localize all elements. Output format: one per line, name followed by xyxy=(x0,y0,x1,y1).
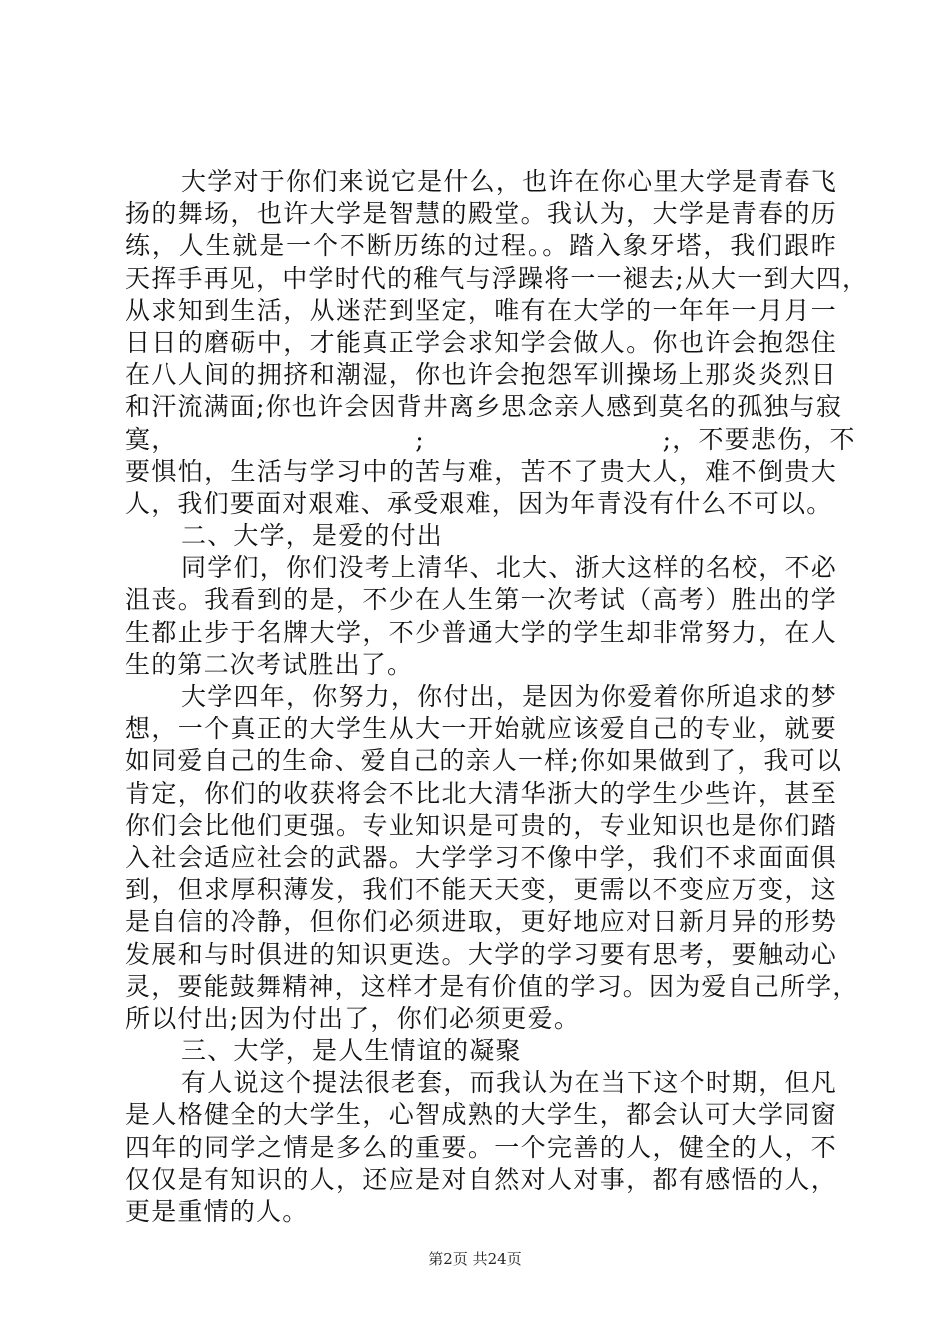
text-line: 生都止步于名牌大学，不少普通大学的学生却非常努力，在人 xyxy=(125,617,837,647)
text-line: 人，我们要面对艰难、承受艰难，因为年青没有什么不可以。 xyxy=(125,488,833,518)
text-line: 到，但求厚积薄发，我们不能天天变，更需以不变应万变，这 xyxy=(125,875,837,905)
paragraph xyxy=(125,166,869,520)
text-line: 如同爱自己的生命、爱自己的亲人一样;你如果做到了，我可以 xyxy=(125,746,843,776)
page-number-label: 第2页 共24页 xyxy=(428,1250,522,1268)
text-line: 更是重情的人。 xyxy=(125,1197,309,1226)
text-line: 大学四年，你努力，你付出，是因为你爱着你所追求的梦 xyxy=(181,682,837,711)
text-line: 同学们，你们没考上清华、北大、浙大这样的名校，不必 xyxy=(181,553,837,583)
text-line: 要惧怕，生活与学习中的苦与难，苦不了贵大人，难不倒贵大 xyxy=(125,456,837,486)
section-heading-text: 二、大学，是爱的付出 xyxy=(181,521,444,551)
text-line: 天挥手再见，中学时代的稚气与浮躁将一一褪去;从大一到大四， xyxy=(125,263,869,293)
document-body xyxy=(125,166,869,1228)
text-line: 和汗流满面;你也许会因背井离乡思念亲人感到莫名的孤独与寂 xyxy=(125,392,843,422)
text-line: 想，一个真正的大学生从大一开始就应该爱自己的专业，就要 xyxy=(125,714,837,744)
text-line: 是自信的冷静，但你们必须进取，更好地应对日新月异的形势 xyxy=(125,907,837,937)
section-heading xyxy=(125,1035,837,1067)
text-line: 发展和与时俱进的知识更迭。大学的学习要有思考，要触动心 xyxy=(125,939,837,969)
section-heading-text: 三、大学，是人生情谊的凝聚 xyxy=(181,1036,522,1066)
text-line: 灵，要能鼓舞精神，这样才是有价值的学习。因为爱自己所学， xyxy=(125,971,859,1001)
text-line: 从求知到生活，从迷茫到坚定，唯有在大学的一年年一月月一 xyxy=(125,295,837,325)
text-line: 扬的舞场，也许大学是智慧的殿堂。我认为，大学是青春的历 xyxy=(125,199,837,229)
text-line: 在八人间的拥挤和潮湿，你也许会抱怨军训操场上那炎炎烈日 xyxy=(125,360,837,390)
section-heading xyxy=(125,520,837,552)
text-line: 肯定，你们的收获将会不比北大清华浙大的学生少些许，甚至 xyxy=(125,778,837,808)
paragraph xyxy=(125,1067,837,1228)
text-line: 所以付出;因为付出了，你们必须更爱。 xyxy=(125,1003,581,1033)
text-line: 是人格健全的大学生，心智成熟的大学生，都会认可大学同窗 xyxy=(125,1100,837,1130)
text-line: 日日的磨砺中，才能真正学会求知学会做人。你也许会抱怨住 xyxy=(125,327,837,357)
text-line: 大学对于你们来说它是什么，也许在你心里大学是青春飞 xyxy=(181,167,837,196)
text-line: 四年的同学之情是多么的重要。一个完善的人，健全的人，不 xyxy=(125,1132,837,1162)
page-footer xyxy=(0,1250,950,1268)
text-line: 有人说这个提法很老套，而我认为在当下这个时期，但凡 xyxy=(181,1068,837,1098)
text-line: 寞， ; ;，不要悲伤，不 xyxy=(125,424,856,454)
text-line: 你们会比他们更强。专业知识是可贵的，专业知识也是你们踏 xyxy=(125,810,837,840)
text-line: 练，人生就是一个不断历练的过程。。踏入象牙塔，我们跟昨 xyxy=(125,231,837,261)
text-line: 入社会适应社会的武器。大学学习不像中学，我们不求面面俱 xyxy=(125,842,837,872)
text-line: 生的第二次考试胜出了。 xyxy=(125,649,414,679)
text-line: 沮丧。我看到的是，不少在人生第一次考试（高考）胜出的学 xyxy=(125,585,837,615)
paragraph xyxy=(125,552,837,681)
paragraph xyxy=(125,681,859,1035)
text-line: 仅仅是有知识的人，还应是对自然对人对事，都有感悟的人， xyxy=(125,1164,837,1194)
